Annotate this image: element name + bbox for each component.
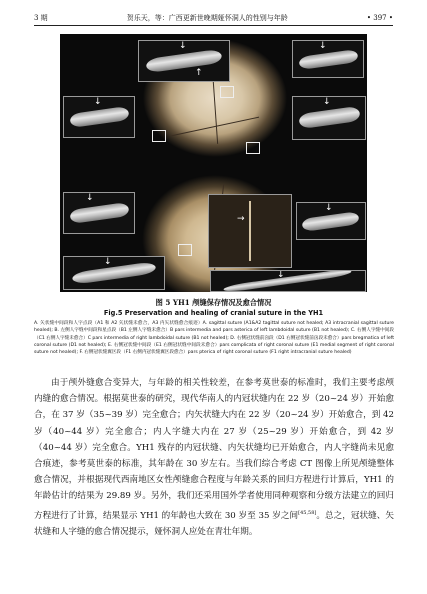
article-title: 贺乐天，等：广西更新世晚期娅怀洞人的性别与年龄 <box>126 14 288 22</box>
detail-panel-f2 <box>210 270 366 292</box>
detail-panel-d <box>208 194 292 268</box>
detail-panel-a3 <box>63 96 135 138</box>
arrow-icon: ↓ <box>86 193 94 203</box>
detail-panel-a1 <box>138 40 230 82</box>
arrow-icon: ↑ <box>195 68 203 78</box>
issue-number: 3 期 <box>34 14 48 22</box>
figure-legend: A. 矢状缝中间段和人字点段（A1 和 A2 矢状缝未愈合，A3 内矢状缝愈合痕迹）A. sagittal suture (A1&A2 tagittal suture not healed; A3 intracranial sagittal suture healed); B. 左侧人字缝中间段和星点段（B1 左侧人字缝未愈合）B pars intermedia and pars asterica of left lambdoidal suture (B1 not healed); C. 右侧人字缝中间段（C1 右侧人字缝未愈合）C pars intermedia of right lambdoidal suture (B1 not healed); D. 右侧冠状缝前囟段（D1 右侧冠状缝前囟段未愈合）pars bregmatica of left coronal suture (D1 not healed); E. 右侧冠状缝中间段（E1 右侧冠状缝中间段未愈合）pars complicata of right coronal suture (E1 medial segment of right coronal suture not healed); F. 右侧冠状缝翼区段（F1 右侧内冠状缝翼区段愈合）pars pterica of right coronal suture (F1 right intracranial suture healed) <box>34 321 394 356</box>
figure-caption-cn: 图 5 YH1 颅缝保存情况及愈合情况 <box>155 298 272 307</box>
figure-5 <box>60 34 367 292</box>
detail-panel-f1 <box>63 256 165 290</box>
body-paragraph <box>34 375 394 540</box>
figure-caption-en: Fig.5 Preservation and healing of cranial suture in the YH1 <box>103 309 324 317</box>
paragraph-end: 。总之，冠状缝、矢状缝和人字缝的愈合情况提示，娅怀洞人应处在青壮年期。 <box>34 510 394 537</box>
arrow-icon: ↓ <box>323 97 331 107</box>
arrow-icon: ↓ <box>277 270 285 280</box>
arrow-icon: ↓ <box>319 41 327 51</box>
page-number: • 397 • <box>366 14 393 22</box>
arrow-icon: ↓ <box>179 41 187 51</box>
header-rule <box>34 25 393 26</box>
arrow-icon: → <box>237 214 245 224</box>
citation: [45,58] <box>298 509 317 516</box>
detail-panel-a2 <box>292 40 364 78</box>
arrow-icon: ↓ <box>325 203 333 213</box>
callout-box <box>220 86 234 98</box>
callout-box <box>246 142 260 154</box>
arrow-icon: ↓ <box>104 257 112 267</box>
detail-panel-c <box>63 192 135 234</box>
detail-panel-e <box>296 202 366 240</box>
detail-panel-b <box>292 96 366 140</box>
arrow-icon: ↓ <box>94 97 102 107</box>
callout-box <box>152 130 166 142</box>
paragraph-text: 由于颅外缝愈合变异大，与年龄的相关性较差，在参考莫世泰的标准时，我们主要考虑颅内缝的愈合情况。根据莫世泰的研究，现代华南人的内冠状缝内在 22 岁（20~24 岁）开始愈合，在 37 岁（35~39 岁）完全愈合；内矢状缝大内在 22 岁（20~24 岁）开始愈合，到 42 岁（40~44 岁）完全愈合；内人字缝大内在 27 岁（25~29 岁）开始愈合，到 42 岁（40~44 岁）完全愈合。YH1 残存的内冠状缝、内矢状缝均已开始愈合，内人字缝尚未见愈合痕迹，参考莫世泰的标准，其年龄在 30 岁左右。当我们综合考虑 CT 图像上所见颅缝整体愈合情况，并根据现代西南地区女性颅缝愈合程度与年龄关系的回归方程进行计算后，YH1 的年龄估计的结果为 29.89 岁。另外，我们还采用国外学者使用同种观察和分级方法建立的回归方程进行了计算，结果显示 YH1 的年龄也大致在 30 岁至 35 岁之间 <box>34 378 394 521</box>
running-head <box>34 12 393 24</box>
callout-box <box>178 244 192 256</box>
